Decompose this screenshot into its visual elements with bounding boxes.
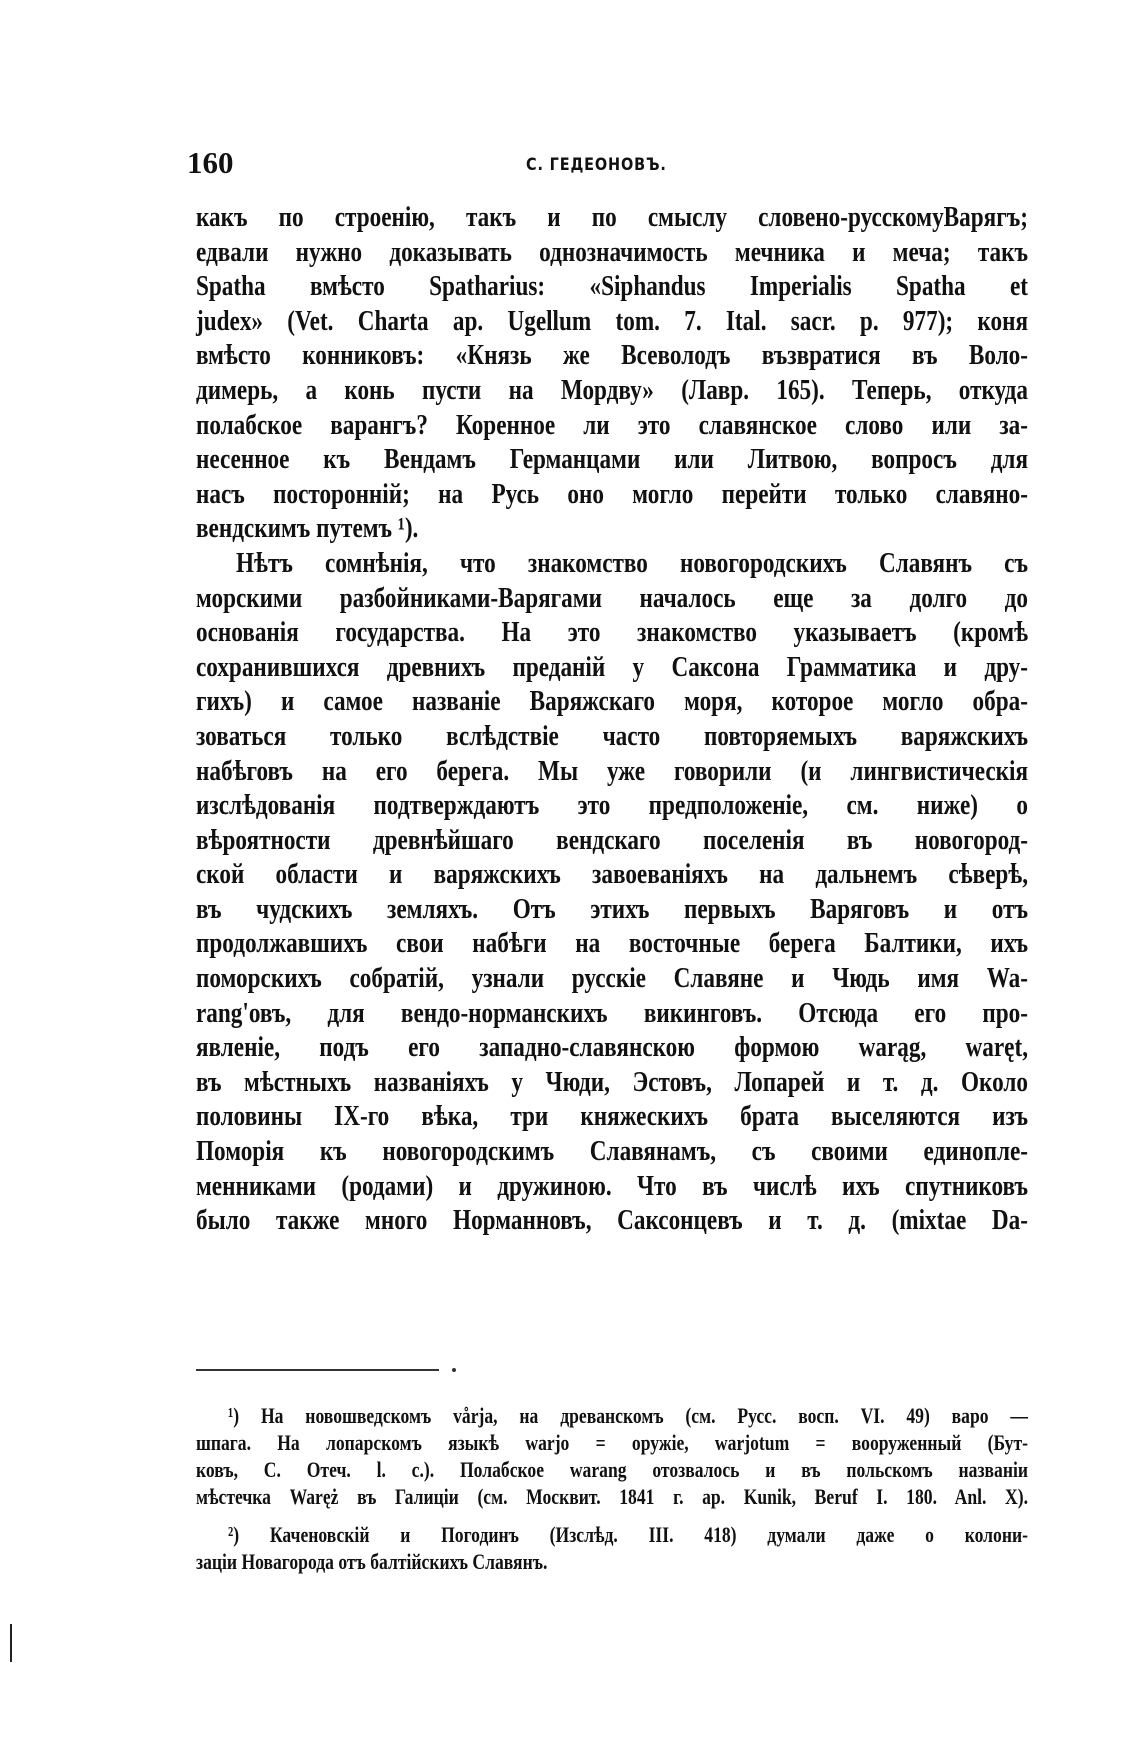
text-line: морскими разбойниками-Варягами началось еще за долго до	[196, 581, 1028, 614]
text-line: вмѣсто конниковъ: «Князь же Всеволодъ възвратися въ Воло-	[196, 339, 1028, 372]
running-head: С. ГЕДЕОНОВЪ.	[526, 155, 667, 175]
text-line: полабское варангъ? Коренное ли это славянское слово или за-	[196, 408, 1028, 441]
page-header	[187, 145, 1025, 185]
text-line: основанія государства. На это знакомство указываетъ (кромѣ	[196, 616, 1028, 649]
text-line: Поморія къ новогородскимъ Славянамъ, съ своими единопле-	[196, 1135, 1028, 1168]
text-line: rang'овъ, для вендо-норманскихъ викинговъ. Отсюда его про-	[196, 996, 1028, 1029]
text-line: димерь, а конь пусти на Мордву» (Лавр. 165). Теперь, откуда	[196, 373, 1028, 406]
text-line: какъ по строенію, такъ и по смыслу словено-русскомуВарягъ;	[196, 201, 1028, 233]
scan-speck	[452, 1368, 456, 1372]
text-line: зоваться только вслѣдствіе часто повторяемыхъ варяжскихъ	[196, 719, 1028, 752]
text-line: judex» (Vet. Charta ap. Ugellum tom. 7. Ital. sacr. p. 977); коня	[196, 304, 1028, 337]
footnote-separator	[196, 1369, 439, 1371]
text-line: изслѣдованія подтверждаютъ это предположеніе, см. ниже) о	[196, 789, 1028, 822]
footnote-2-line: ²) Каченовскій и Погодинъ (Изслѣд. III. 418) думали даже о колони-	[228, 1522, 1028, 1547]
footnotes	[196, 1402, 1038, 1575]
page-number: 160	[187, 145, 234, 180]
text-line: ской области и варяжскихъ завоеваніяхъ на дальнемъ сѣверѣ,	[196, 858, 1028, 891]
footnote-2-line: заціи Новагорода отъ балтійскихъ Славянъ.	[196, 1549, 548, 1574]
footnote-1-line: шпага. На лопарскомъ языкѣ warjo = оружіе, warjotum = вооруженный (Бут-	[196, 1430, 1028, 1455]
paragraph-start-line: Нѣтъ сомнѣнія, что знакомство новогородскихъ Славянъ съ	[236, 546, 1028, 579]
text-line: поморскихъ собратій, узнали русскіе Славяне и Чюдь имя Wa-	[196, 962, 1028, 995]
text-line: сохранившихся древнихъ преданій у Саксона Грамматика и дру-	[196, 650, 1028, 683]
text-line: было также много Норманновъ, Саксонцевъ и т. д. (mixtae Da-	[196, 1204, 1028, 1237]
text-line: набѣговъ на его берега. Мы уже говорили (и лингвистическія	[196, 754, 1028, 787]
text-line: въ чудскихъ земляхъ. Отъ этихъ первыхъ Варяговъ и отъ	[196, 892, 1028, 925]
scan-edge-mark	[10, 1624, 12, 1662]
text-line: насъ посторонній; на Русь оно могло перейти только славяно-	[196, 477, 1028, 510]
body-text	[196, 200, 1038, 1238]
text-line: явленіе, подъ его западно-славянскою формою warąg, waręt,	[196, 1031, 1028, 1064]
text-line: половины IX-го вѣка, три княжескихъ брата выселяются изъ	[196, 1100, 1028, 1133]
text-line: несенное къ Вендамъ Германцами или Литвою, вопросъ для	[196, 443, 1028, 476]
text-line: менниками (родами) и дружиною. Что въ числѣ ихъ спутниковъ	[196, 1169, 1028, 1202]
text-line: Spatha вмѣсто Spatharius: «Siphandus Imperialis Spatha et	[196, 270, 1028, 303]
text-line: гихъ) и самое названіе Варяжскаго моря, которое могло обра-	[196, 685, 1028, 718]
text-line: едвали нужно доказывать однозначимость мечника и меча; такъ	[196, 235, 1028, 268]
footnote-1-line: мѣстечка Waręż въ Галиціи (см. Москвит. 1841 г. ap. Kunik, Beruf I. 180. Anl. X).	[196, 1484, 1028, 1509]
text-line: продолжавшихъ свои набѣги на восточные берега Балтики, ихъ	[196, 927, 1028, 960]
footnote-1-line: ¹) На новошведскомъ vårja, на древанскомъ (см. Русс. восп. VI. 49) варо —	[228, 1403, 1028, 1428]
footnote-1-line: ковъ, С. Отеч. l. c.). Полабское warang отозвалось и въ польскомъ названіи	[196, 1457, 1028, 1482]
text-line: въ мѣстныхъ названіяхъ у Чюди, Эстовъ, Лопарей и т. д. Около	[196, 1065, 1028, 1098]
text-line: вѣроятности древнѣйшаго вендскаго поселенія въ новогород-	[196, 823, 1028, 856]
text-line: вендскимъ путемъ ¹).	[196, 512, 419, 545]
